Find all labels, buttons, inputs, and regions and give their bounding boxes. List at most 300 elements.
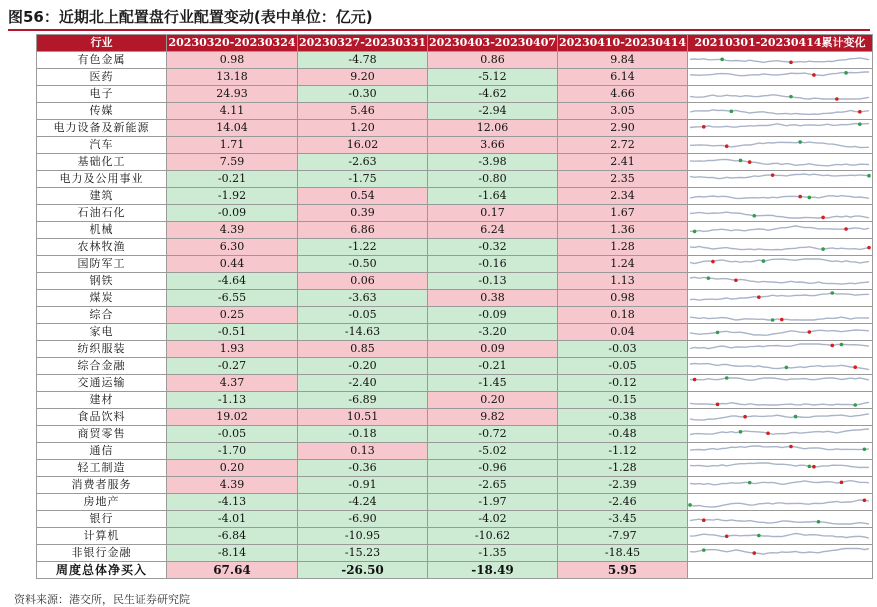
cumulative-trend-cell: [688, 222, 873, 239]
cumulative-trend-cell: [688, 205, 873, 222]
header-week-2: 20230327-20230331: [298, 35, 428, 52]
cumulative-trend-cell: [688, 239, 873, 256]
weekly-net-buy-cell: 6.14: [558, 69, 688, 86]
cumulative-trend-cell: [688, 409, 873, 426]
table-row: [37, 290, 873, 307]
industry-allocation-table: [36, 34, 873, 579]
cumulative-trend-cell: [688, 137, 873, 154]
weekly-net-buy-cell: -0.21: [167, 171, 298, 188]
sparkline-min-marker: [867, 174, 871, 178]
table-row: [37, 205, 873, 222]
sparkline-min-marker: [707, 276, 711, 280]
sparkline-max-marker: [863, 499, 867, 503]
sparkline-min-marker: [739, 159, 743, 163]
weekly-net-buy-cell: -0.09: [167, 205, 298, 222]
cumulative-sparkline: [688, 307, 871, 323]
industry-name: 机械: [37, 222, 167, 239]
industry-name: 计算机: [37, 528, 167, 545]
industry-name: 电力设备及新能源: [37, 120, 167, 137]
weekly-net-buy-cell: 5.95: [558, 562, 688, 579]
cumulative-sparkline: [688, 426, 871, 442]
sparkline-min-marker: [739, 430, 743, 434]
weekly-net-buy-cell: 1.20: [298, 120, 428, 137]
weekly-net-buy-cell: -0.20: [298, 358, 428, 375]
weekly-net-buy-cell: -1.70: [167, 443, 298, 460]
cumulative-sparkline: [688, 545, 871, 561]
header-industry: 行业: [37, 35, 167, 52]
weekly-net-buy-cell: -2.65: [428, 477, 558, 494]
table-row: [37, 120, 873, 137]
cumulative-sparkline: [688, 86, 871, 102]
cumulative-sparkline: [688, 137, 871, 153]
cumulative-trend-cell: [688, 392, 873, 409]
industry-name: 电力及公用事业: [37, 171, 167, 188]
weekly-net-buy-cell: -4.64: [167, 273, 298, 290]
weekly-net-buy-cell: 3.66: [428, 137, 558, 154]
table-row: [37, 443, 873, 460]
weekly-net-buy-cell: -0.38: [558, 409, 688, 426]
cumulative-trend-cell: [688, 426, 873, 443]
weekly-net-buy-cell: 0.98: [558, 290, 688, 307]
sparkline-max-marker: [821, 216, 825, 220]
sparkline-max-marker: [702, 518, 706, 522]
table-row: [37, 154, 873, 171]
cumulative-sparkline: [688, 171, 871, 187]
weekly-net-buy-cell: 0.25: [167, 307, 298, 324]
industry-name: 纺织服装: [37, 341, 167, 358]
weekly-net-buy-cell: -3.63: [298, 290, 428, 307]
sparkline-max-marker: [835, 97, 839, 101]
table-row: [37, 341, 873, 358]
sparkline-min-marker: [794, 415, 798, 419]
table-row: [37, 409, 873, 426]
weekly-net-buy-cell: -6.84: [167, 528, 298, 545]
cumulative-trend-cell: [688, 171, 873, 188]
cumulative-trend-cell: [688, 477, 873, 494]
industry-name: 农林牧渔: [37, 239, 167, 256]
table-row: [37, 426, 873, 443]
weekly-net-buy-cell: -2.39: [558, 477, 688, 494]
weekly-net-buy-cell: -18.45: [558, 545, 688, 562]
weekly-net-buy-cell: -1.28: [558, 460, 688, 477]
cumulative-trend-cell: [688, 290, 873, 307]
cumulative-sparkline: [688, 443, 871, 459]
industry-name: 综合金融: [37, 358, 167, 375]
weekly-net-buy-cell: -0.51: [167, 324, 298, 341]
weekly-net-buy-cell: 2.72: [558, 137, 688, 154]
industry-name: 钢铁: [37, 273, 167, 290]
weekly-net-buy-cell: 1.71: [167, 137, 298, 154]
weekly-net-buy-cell: -5.12: [428, 69, 558, 86]
weekly-net-buy-cell: -3.98: [428, 154, 558, 171]
table-row: [37, 511, 873, 528]
weekly-net-buy-cell: -1.97: [428, 494, 558, 511]
weekly-net-buy-cell: 16.02: [298, 137, 428, 154]
cumulative-trend-cell: [688, 528, 873, 545]
industry-name: 建筑: [37, 188, 167, 205]
sparkline-min-marker: [844, 71, 848, 75]
weekly-net-buy-cell: 1.28: [558, 239, 688, 256]
industry-name: 交通运输: [37, 375, 167, 392]
table-row: [37, 69, 873, 86]
weekly-net-buy-cell: 19.02: [167, 409, 298, 426]
sparkline-min-marker: [725, 376, 729, 380]
table-row: [37, 545, 873, 562]
sparkline-min-marker: [808, 196, 812, 200]
weekly-net-buy-cell: 67.64: [167, 562, 298, 579]
table-row: [37, 273, 873, 290]
cumulative-trend-cell: [688, 341, 873, 358]
cumulative-trend-cell: [688, 52, 873, 69]
weekly-net-buy-cell: 0.06: [298, 273, 428, 290]
total-row: [37, 562, 873, 579]
weekly-net-buy-cell: -4.62: [428, 86, 558, 103]
weekly-net-buy-cell: 1.24: [558, 256, 688, 273]
sparkline-max-marker: [853, 365, 857, 369]
sparkline-max-marker: [789, 61, 793, 65]
cumulative-trend-cell: [688, 324, 873, 341]
table-row: [37, 477, 873, 494]
sparkline-max-marker: [840, 481, 844, 485]
weekly-net-buy-cell: -0.12: [558, 375, 688, 392]
weekly-net-buy-cell: -2.63: [298, 154, 428, 171]
table-row: [37, 52, 873, 69]
weekly-net-buy-cell: 2.90: [558, 120, 688, 137]
weekly-net-buy-cell: 2.41: [558, 154, 688, 171]
weekly-net-buy-cell: 0.98: [167, 52, 298, 69]
weekly-net-buy-cell: -15.23: [298, 545, 428, 562]
cumulative-sparkline: [688, 358, 871, 374]
weekly-net-buy-cell: -0.15: [558, 392, 688, 409]
cumulative-sparkline: [688, 409, 871, 425]
sparkline-max-marker: [771, 173, 775, 177]
weekly-net-buy-cell: 0.20: [428, 392, 558, 409]
sparkline-max-marker: [789, 445, 793, 449]
weekly-net-buy-cell: -4.13: [167, 494, 298, 511]
sparkline-min-marker: [730, 110, 734, 114]
sparkline-max-marker: [752, 551, 756, 555]
sparkline-min-marker: [789, 95, 793, 99]
sparkline-max-marker: [693, 378, 697, 382]
weekly-net-buy-cell: -0.16: [428, 256, 558, 273]
sparkline-min-marker: [785, 366, 789, 370]
header-cumulative: 20210301-20230414累计变化: [688, 35, 873, 52]
sparkline-min-marker: [858, 122, 862, 126]
weekly-net-buy-cell: 1.36: [558, 222, 688, 239]
industry-name: 石油石化: [37, 205, 167, 222]
weekly-net-buy-cell: -2.40: [298, 375, 428, 392]
weekly-net-buy-cell: -0.18: [298, 426, 428, 443]
sparkline-max-marker: [844, 227, 848, 231]
sparkline-min-marker: [762, 259, 766, 263]
industry-name: 医药: [37, 69, 167, 86]
cumulative-trend-cell: [688, 86, 873, 103]
weekly-net-buy-cell: -0.36: [298, 460, 428, 477]
cumulative-sparkline: [688, 273, 871, 289]
table-row: [37, 307, 873, 324]
cumulative-trend-cell: [688, 69, 873, 86]
sparkline-max-marker: [716, 403, 720, 407]
weekly-net-buy-cell: -0.80: [428, 171, 558, 188]
sparkline-min-marker: [840, 343, 844, 347]
weekly-net-buy-cell: -0.05: [167, 426, 298, 443]
cumulative-sparkline: [688, 375, 871, 391]
cumulative-trend-cell: [688, 494, 873, 511]
industry-name: 非银行金融: [37, 545, 167, 562]
weekly-net-buy-cell: -10.62: [428, 528, 558, 545]
table-row: [37, 460, 873, 477]
weekly-net-buy-cell: 0.44: [167, 256, 298, 273]
sparkline-max-marker: [812, 73, 816, 77]
industry-name: 基础化工: [37, 154, 167, 171]
industry-name: 商贸零售: [37, 426, 167, 443]
weekly-net-buy-cell: 0.13: [298, 443, 428, 460]
weekly-net-buy-cell: 4.37: [167, 375, 298, 392]
sparkline-min-marker: [771, 318, 775, 322]
weekly-net-buy-cell: 10.51: [298, 409, 428, 426]
weekly-net-buy-cell: 0.85: [298, 341, 428, 358]
weekly-net-buy-cell: 1.13: [558, 273, 688, 290]
cumulative-trend-cell: [688, 307, 873, 324]
cumulative-trend-cell: [688, 273, 873, 290]
sparkline-max-marker: [867, 246, 871, 250]
weekly-net-buy-cell: -0.05: [558, 358, 688, 375]
sparkline-max-marker: [766, 431, 770, 435]
cumulative-sparkline: [688, 341, 871, 357]
cumulative-sparkline: [688, 392, 871, 408]
header-row: [37, 35, 873, 52]
weekly-net-buy-cell: -18.49: [428, 562, 558, 579]
weekly-net-buy-cell: 4.39: [167, 477, 298, 494]
cumulative-trend-cell: [688, 256, 873, 273]
weekly-net-buy-cell: 0.39: [298, 205, 428, 222]
sparkline-min-marker: [693, 230, 697, 234]
cumulative-sparkline: [688, 290, 871, 306]
cumulative-trend-cell: [688, 120, 873, 137]
industry-name: 电子: [37, 86, 167, 103]
weekly-net-buy-cell: -7.97: [558, 528, 688, 545]
weekly-net-buy-cell: -4.02: [428, 511, 558, 528]
sparkline-max-marker: [798, 195, 802, 199]
table-row: [37, 358, 873, 375]
sparkline-max-marker: [808, 330, 812, 334]
cumulative-trend-cell: [688, 358, 873, 375]
weekly-net-buy-cell: 1.67: [558, 205, 688, 222]
weekly-net-buy-cell: 9.84: [558, 52, 688, 69]
cumulative-trend-cell: [688, 103, 873, 120]
industry-name: 国防军工: [37, 256, 167, 273]
weekly-net-buy-cell: 6.24: [428, 222, 558, 239]
sparkline-max-marker: [725, 534, 729, 538]
weekly-net-buy-cell: 9.20: [298, 69, 428, 86]
title-rule: [8, 29, 870, 31]
weekly-net-buy-cell: -0.50: [298, 256, 428, 273]
weekly-net-buy-cell: 0.04: [558, 324, 688, 341]
cumulative-sparkline: [688, 239, 871, 255]
sparkline-max-marker: [734, 278, 738, 282]
sparkline-max-marker: [780, 318, 784, 322]
cumulative-trend-cell: [688, 545, 873, 562]
header-week-3: 20230403-20230407: [428, 35, 558, 52]
cumulative-sparkline: [688, 477, 871, 493]
weekly-net-buy-cell: -1.13: [167, 392, 298, 409]
cumulative-sparkline: [688, 528, 871, 544]
weekly-net-buy-cell: -1.64: [428, 188, 558, 205]
weekly-net-buy-cell: -2.46: [558, 494, 688, 511]
weekly-net-buy-cell: 4.66: [558, 86, 688, 103]
table-row: [37, 239, 873, 256]
cumulative-sparkline: [688, 69, 871, 85]
cumulative-trend-cell: [688, 443, 873, 460]
weekly-net-buy-cell: -0.72: [428, 426, 558, 443]
cumulative-sparkline: [688, 52, 871, 68]
weekly-net-buy-cell: -1.75: [298, 171, 428, 188]
cumulative-sparkline: [688, 494, 871, 510]
industry-name: 轻工制造: [37, 460, 167, 477]
sparkline-max-marker: [757, 295, 761, 299]
cumulative-sparkline: [688, 256, 871, 272]
table-row: [37, 188, 873, 205]
weekly-net-buy-cell: -0.21: [428, 358, 558, 375]
weekly-net-buy-cell: -2.94: [428, 103, 558, 120]
industry-name: 煤炭: [37, 290, 167, 307]
weekly-net-buy-cell: 0.54: [298, 188, 428, 205]
sparkline-max-marker: [858, 110, 862, 114]
cumulative-sparkline: [688, 222, 871, 238]
table-row: [37, 494, 873, 511]
industry-name: 银行: [37, 511, 167, 528]
weekly-net-buy-cell: -0.05: [298, 307, 428, 324]
sparkline-max-marker: [743, 415, 747, 419]
cumulative-sparkline: [688, 154, 871, 170]
table-row: [37, 256, 873, 273]
weekly-net-buy-cell: 4.39: [167, 222, 298, 239]
sparkline-min-marker: [798, 140, 802, 144]
weekly-net-buy-cell: -0.96: [428, 460, 558, 477]
cumulative-trend-cell: [688, 511, 873, 528]
sparkline-min-marker: [863, 447, 867, 451]
cumulative-trend-cell: [688, 154, 873, 171]
weekly-net-buy-cell: -0.30: [298, 86, 428, 103]
weekly-net-buy-cell: -0.48: [558, 426, 688, 443]
table-row: [37, 137, 873, 154]
table-row: [37, 375, 873, 392]
industry-name: 综合: [37, 307, 167, 324]
weekly-net-buy-cell: -0.09: [428, 307, 558, 324]
weekly-net-buy-cell: -10.95: [298, 528, 428, 545]
table-row: [37, 171, 873, 188]
weekly-net-buy-cell: -0.32: [428, 239, 558, 256]
weekly-net-buy-cell: -6.90: [298, 511, 428, 528]
weekly-net-buy-cell: 0.17: [428, 205, 558, 222]
weekly-net-buy-cell: 5.46: [298, 103, 428, 120]
industry-name: 通信: [37, 443, 167, 460]
sparkline-min-marker: [720, 58, 724, 62]
cumulative-sparkline: [688, 103, 871, 119]
industry-name: 房地产: [37, 494, 167, 511]
sparkline-min-marker: [752, 214, 756, 218]
weekly-net-buy-cell: -0.03: [558, 341, 688, 358]
weekly-net-buy-cell: -26.50: [298, 562, 428, 579]
industry-name: 传媒: [37, 103, 167, 120]
weekly-net-buy-cell: 12.06: [428, 120, 558, 137]
sparkline-min-marker: [716, 331, 720, 335]
sparkline-min-marker: [830, 291, 834, 295]
weekly-net-buy-cell: 0.38: [428, 290, 558, 307]
cumulative-sparkline: [688, 511, 871, 527]
industry-name: 建材: [37, 392, 167, 409]
weekly-net-buy-cell: 2.34: [558, 188, 688, 205]
weekly-net-buy-cell: -3.20: [428, 324, 558, 341]
sparkline-max-marker: [812, 465, 816, 469]
sparkline-max-marker: [711, 260, 715, 264]
cumulative-sparkline: [688, 205, 871, 221]
table-row: [37, 324, 873, 341]
weekly-net-buy-cell: 0.86: [428, 52, 558, 69]
weekly-net-buy-cell: 9.82: [428, 409, 558, 426]
cumulative-sparkline: [688, 324, 871, 340]
sparkline-min-marker: [808, 465, 812, 469]
sparkline-min-marker: [688, 503, 692, 507]
industry-name: 周度总体净买入: [37, 562, 167, 579]
weekly-net-buy-cell: -6.89: [298, 392, 428, 409]
weekly-net-buy-cell: -1.92: [167, 188, 298, 205]
cumulative-sparkline: [688, 460, 871, 476]
weekly-net-buy-cell: -14.63: [298, 324, 428, 341]
weekly-net-buy-cell: 0.20: [167, 460, 298, 477]
industry-name: 有色金属: [37, 52, 167, 69]
sparkline-max-marker: [702, 125, 706, 129]
weekly-net-buy-cell: 2.35: [558, 171, 688, 188]
cumulative-trend-cell: [688, 188, 873, 205]
header-week-4: 20230410-20230414: [558, 35, 688, 52]
weekly-net-buy-cell: -1.22: [298, 239, 428, 256]
cumulative-trend-cell: [688, 460, 873, 477]
industry-name: 食品饮料: [37, 409, 167, 426]
table-row: [37, 528, 873, 545]
sparkline-min-marker: [817, 520, 821, 524]
sparkline-max-marker: [725, 144, 729, 148]
industry-name: 家电: [37, 324, 167, 341]
weekly-net-buy-cell: -4.78: [298, 52, 428, 69]
industry-name: 汽车: [37, 137, 167, 154]
figure-title: 图56：近期北上配置盘行业配置变动(表中单位：亿元): [8, 8, 373, 26]
weekly-net-buy-cell: 6.30: [167, 239, 298, 256]
table-row: [37, 222, 873, 239]
weekly-net-buy-cell: -1.45: [428, 375, 558, 392]
weekly-net-buy-cell: -0.27: [167, 358, 298, 375]
weekly-net-buy-cell: 1.93: [167, 341, 298, 358]
sparkline-min-marker: [821, 247, 825, 251]
sparkline-min-marker: [748, 481, 752, 485]
source-note: 资料来源：港交所，民生证券研究院: [14, 593, 190, 606]
weekly-net-buy-cell: 24.93: [167, 86, 298, 103]
weekly-net-buy-cell: 7.59: [167, 154, 298, 171]
table-row: [37, 103, 873, 120]
table-row: [37, 86, 873, 103]
cumulative-trend-cell: [688, 562, 873, 579]
weekly-net-buy-cell: 13.18: [167, 69, 298, 86]
sparkline-min-marker: [702, 548, 706, 552]
weekly-net-buy-cell: -1.35: [428, 545, 558, 562]
weekly-net-buy-cell: 4.11: [167, 103, 298, 120]
weekly-net-buy-cell: 6.86: [298, 222, 428, 239]
weekly-net-buy-cell: -4.24: [298, 494, 428, 511]
weekly-net-buy-cell: -3.45: [558, 511, 688, 528]
header-week-1: 20230320-20230324: [167, 35, 298, 52]
weekly-net-buy-cell: -5.02: [428, 443, 558, 460]
weekly-net-buy-cell: 14.04: [167, 120, 298, 137]
